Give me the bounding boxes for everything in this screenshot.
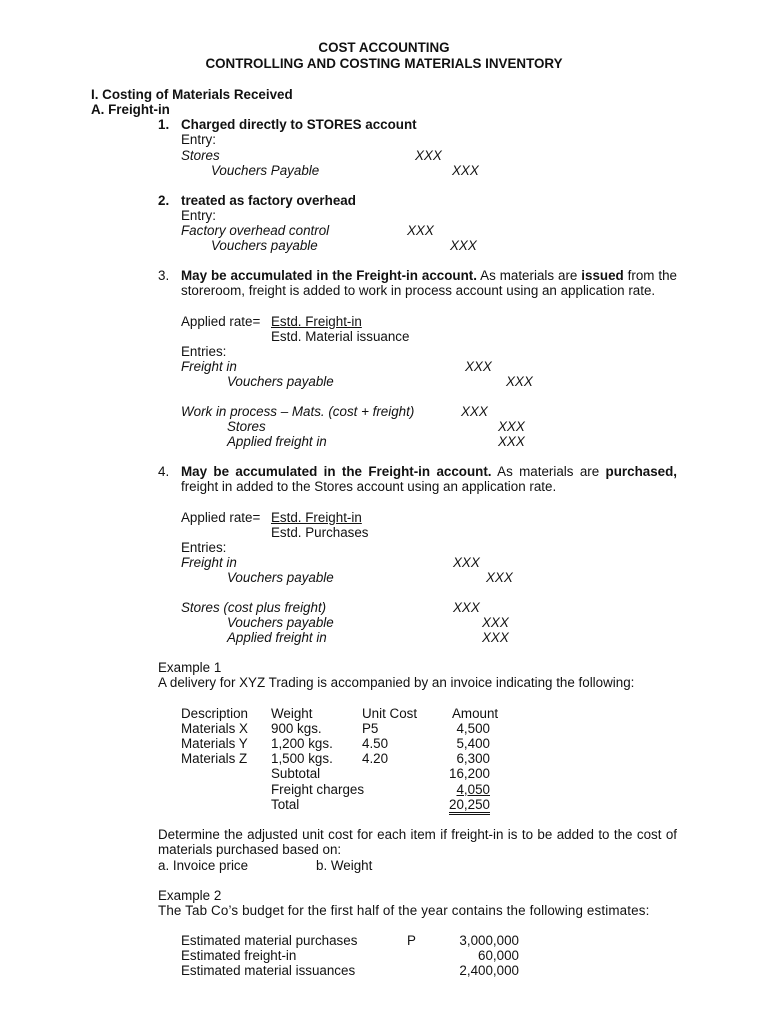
item-number: 2. bbox=[158, 193, 170, 208]
journal-debit: Freight in bbox=[181, 359, 237, 374]
estimate-label: Estimated material issuances bbox=[181, 963, 356, 978]
rate-label: Applied rate= bbox=[181, 510, 261, 525]
table-cell: 1,500 kgs. bbox=[271, 751, 333, 766]
table-cell: 900 kgs. bbox=[271, 721, 322, 736]
example-intro: The Tab Co’s budget for the first half of the year contains the following estimates: bbox=[158, 903, 650, 918]
bold-text: May be accumulated in the Freight-in account. bbox=[181, 268, 477, 283]
journal-amount: XXX bbox=[465, 359, 492, 374]
table-header: Amount bbox=[452, 706, 499, 721]
journal-debit: Factory overhead control bbox=[181, 223, 330, 238]
document-subtitle: CONTROLLING AND COSTING MATERIALS INVENTORY bbox=[205, 56, 563, 71]
entry-label: Entry: bbox=[181, 208, 216, 223]
bold-text: purchased, bbox=[605, 464, 677, 479]
entries-label: Entries: bbox=[181, 344, 227, 359]
journal-amount: XXX bbox=[452, 163, 479, 178]
journal-amount: XXX bbox=[415, 148, 442, 163]
item-number: 4. bbox=[158, 464, 170, 479]
table-cell: 4.20 bbox=[362, 751, 389, 766]
journal-credit: Applied freight in bbox=[227, 630, 327, 645]
journal-amount: XXX bbox=[453, 555, 480, 570]
rate-numerator: Estd. Freight-in bbox=[271, 314, 362, 329]
estimate-label: Estimated freight-in bbox=[181, 948, 297, 963]
table-cell: Materials X bbox=[181, 721, 248, 736]
rate-denominator: Estd. Purchases bbox=[271, 525, 369, 540]
estimate-value: 2,400,000 bbox=[459, 963, 519, 978]
rate-denominator: Estd. Material issuance bbox=[271, 329, 410, 344]
journal-credit: Vouchers payable bbox=[227, 374, 334, 389]
item-title: Charged directly to STORES account bbox=[181, 117, 417, 132]
table-cell: 4,500 bbox=[456, 721, 490, 736]
table-header: Weight bbox=[271, 706, 313, 721]
item-number: 3. bbox=[158, 268, 170, 283]
journal-credit: Stores bbox=[227, 419, 266, 434]
example-label: Example 2 bbox=[158, 888, 222, 903]
entry-label: Entry: bbox=[181, 132, 216, 147]
journal-credit: Vouchers payable bbox=[227, 615, 334, 630]
item-paragraph bbox=[181, 268, 677, 298]
table-cell: 6,300 bbox=[456, 751, 490, 766]
document-title: COST ACCOUNTING bbox=[318, 40, 450, 55]
table-cell: 4.50 bbox=[362, 736, 389, 751]
journal-debit: Work in process – Mats. (cost + freight) bbox=[181, 404, 415, 419]
journal-debit: Freight in bbox=[181, 555, 237, 570]
paragraph-text: As materials are bbox=[476, 268, 582, 283]
journal-debit: Stores bbox=[181, 148, 220, 163]
journal-credit: Applied freight in bbox=[227, 434, 327, 449]
table-cell: Materials Z bbox=[181, 751, 248, 766]
journal-credit: Vouchers payable bbox=[227, 570, 334, 585]
journal-amount: XXX bbox=[453, 600, 480, 615]
freight-amount: 4,050 bbox=[456, 782, 490, 797]
item-paragraph bbox=[181, 464, 677, 494]
table-cell: P5 bbox=[362, 721, 379, 736]
bold-text: May be accumulated in the Freight-in account. bbox=[181, 464, 492, 479]
freight-value bbox=[420, 782, 490, 797]
journal-amount: XXX bbox=[407, 223, 434, 238]
bold-text: issued bbox=[581, 268, 624, 283]
table-cell: Materials Y bbox=[181, 736, 248, 751]
total-amount: 20,250 bbox=[449, 797, 490, 815]
item-number: 1. bbox=[158, 117, 170, 132]
journal-credit: Vouchers payable bbox=[211, 238, 318, 253]
journal-amount: XXX bbox=[486, 570, 513, 585]
estimate-value: 3,000,000 bbox=[459, 933, 519, 948]
estimate-label: Estimated material purchases bbox=[181, 933, 358, 948]
rate-label: Applied rate= bbox=[181, 314, 261, 329]
subtotal-value: 16,200 bbox=[449, 766, 490, 781]
table-header: Description bbox=[181, 706, 248, 721]
table-cell: 5,400 bbox=[456, 736, 490, 751]
example-question: Determine the adjusted unit cost for each item if freight-in is to be added to the cost of materials purchased based on: bbox=[158, 827, 677, 858]
subsection-heading: A. Freight-in bbox=[91, 102, 170, 117]
table-cell: 1,200 kgs. bbox=[271, 736, 333, 751]
journal-amount: XXX bbox=[482, 615, 509, 630]
journal-amount: XXX bbox=[482, 630, 509, 645]
rate-numerator: Estd. Freight-in bbox=[271, 510, 362, 525]
example-label: Example 1 bbox=[158, 660, 222, 675]
journal-amount: XXX bbox=[498, 419, 525, 434]
currency-symbol: P bbox=[407, 933, 416, 948]
paragraph-text: from the storeroom, freight is added to work in process account using an application rate. bbox=[181, 268, 677, 299]
paragraph-text: As materials are bbox=[491, 464, 606, 479]
journal-credit: Vouchers Payable bbox=[211, 163, 320, 178]
paragraph-text: freight in added to the Stores account using an application rate. bbox=[181, 479, 557, 495]
item-title: treated as factory overhead bbox=[181, 193, 356, 208]
journal-amount: XXX bbox=[506, 374, 533, 389]
option-a: a. Invoice price bbox=[158, 858, 249, 873]
estimate-value: 60,000 bbox=[478, 948, 519, 963]
option-b: b. Weight bbox=[316, 858, 373, 873]
table-header: Unit Cost bbox=[362, 706, 418, 721]
entries-label: Entries: bbox=[181, 540, 227, 555]
total-label: Total bbox=[271, 797, 300, 812]
total-value bbox=[420, 797, 490, 812]
subtotal-label: Subtotal bbox=[271, 766, 321, 781]
journal-amount: XXX bbox=[461, 404, 488, 419]
freight-label: Freight charges bbox=[271, 782, 365, 797]
example-intro: A delivery for XYZ Trading is accompanied by an invoice indicating the following: bbox=[158, 675, 635, 690]
section-heading: I. Costing of Materials Received bbox=[91, 87, 293, 102]
journal-amount: XXX bbox=[498, 434, 525, 449]
journal-amount: XXX bbox=[450, 238, 477, 253]
journal-debit: Stores (cost plus freight) bbox=[181, 600, 327, 615]
